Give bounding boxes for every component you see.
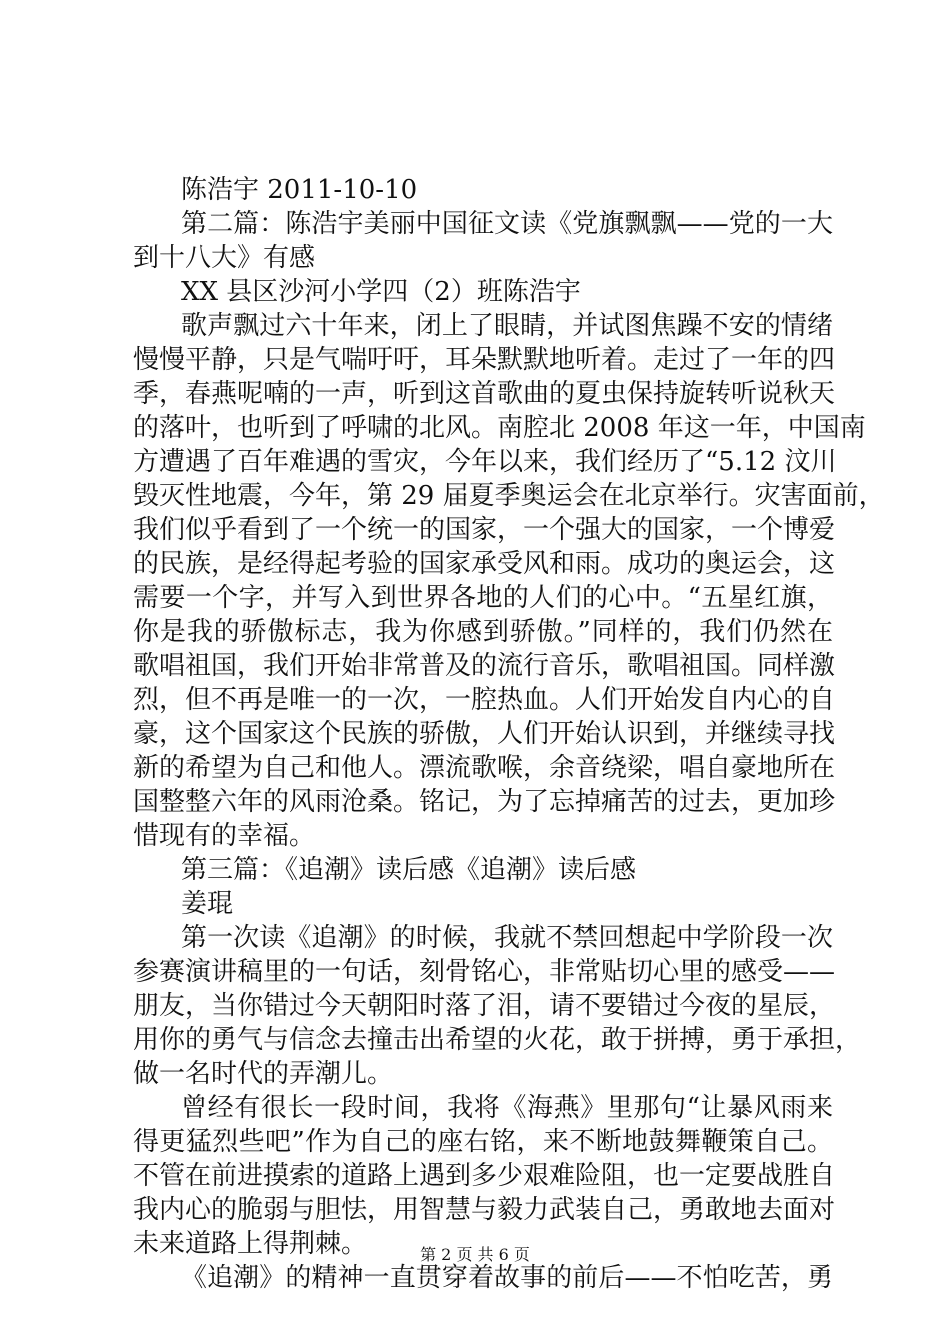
signature-date-line: 陈浩宇 2011-10-10: [181, 175, 418, 205]
paragraph-line: 参赛演讲稿里的一句话，刻骨铭心，非常贴切心里的感受——: [133, 957, 836, 987]
paragraph-line: 国整整六年的风雨沧桑。铭记，为了忘掉痛苦的过去，更加珍: [133, 787, 836, 817]
paragraph-line: 得更猛烈些吧”作为自己的座右铭，来不断地鼓舞鞭策自己。: [133, 1127, 833, 1157]
paragraph-line: 用你的勇气与信念去撞击出希望的火花，敢于拼搏，勇于承担，: [133, 1025, 862, 1055]
paragraph-line: 歌声飘过六十年来，闭上了眼睛，并试图焦躁不安的情绪: [181, 311, 833, 341]
paragraph-line: 惜现有的幸福。: [133, 821, 316, 851]
paragraph-line: 曾经有很长一段时间，我将《海燕》里那句“让暴风雨来: [181, 1093, 833, 1123]
page-footer: 第 2 页 共 6 页: [420, 1245, 530, 1264]
paragraph-line: 我内心的脆弱与胆怯，用智慧与毅力武装自己，勇敢地去面对: [133, 1195, 836, 1225]
paragraph-line: 做一名时代的弄潮儿。: [133, 1059, 394, 1089]
paragraph-line: 季，春燕呢喃的一声，听到这首歌曲的夏虫保持旋转听说秋天: [133, 379, 836, 409]
section-heading-2: 第二篇：陈浩宇美丽中国征文读《党旗飘飘——党的一大: [181, 209, 833, 239]
paragraph-line: 的落叶，也听到了呼啸的北风。南腔北 2008 年这一年，中国南: [133, 413, 866, 443]
paragraph-line: 的民族，是经得起考验的国家承受风和雨。成功的奥运会，这: [133, 549, 836, 579]
paragraph-line: 不管在前进摸索的道路上遇到多少艰难险阻，也一定要战胜自: [133, 1161, 836, 1191]
paragraph-line: 毁灭性地震，今年，第 29 届夏季奥运会在北京举行。灾害面前，: [133, 481, 885, 511]
section-heading-2-cont: 到十八大》有感: [133, 243, 316, 273]
paragraph-line: 歌唱祖国，我们开始非常普及的流行音乐，歌唱祖国。同样激: [133, 651, 836, 681]
paragraph-line: 你是我的骄傲标志，我为你感到骄傲。”同样的，我们仍然在: [133, 617, 833, 647]
paragraph-line: 我们似乎看到了一个统一的国家，一个强大的国家，一个博爱: [133, 515, 836, 545]
paragraph-line: 需要一个字，并写入到世界各地的人们的心中。“五星红旗，: [133, 583, 833, 613]
paragraph-line: 烈，但不再是唯一的一次，一腔热血。人们开始发自内心的自: [133, 685, 836, 715]
author-line: XX 县区沙河小学四（2）班陈浩宇: [181, 277, 581, 307]
paragraph-line: 慢慢平静，只是气喘吁吁，耳朵默默地听着。走过了一年的四: [133, 345, 836, 375]
paragraph-line: 方遭遇了百年难遇的雪灾，今年以来，我们经历了“5.12 汶川: [133, 447, 837, 477]
paragraph-line: 朋友，当你错过今天朝阳时落了泪，请不要错过今夜的星辰，: [133, 991, 836, 1021]
paragraph-line: 《追潮》的精神一直贯穿着故事的前后——不怕吃苦，勇: [181, 1263, 833, 1293]
paragraph-line: 未来道路上得荆棘。: [133, 1229, 368, 1259]
paragraph-line: 新的希望为自己和他人。漂流歌喉，余音绕梁，唱自豪地所在: [133, 753, 836, 783]
section-heading-3: 第三篇：《追潮》读后感《追潮》读后感: [181, 855, 637, 885]
paragraph-line: 第一次读《追潮》的时候，我就不禁回想起中学阶段一次: [181, 923, 833, 953]
paragraph-line: 豪，这个国家这个民族的骄傲，人们开始认识到，并继续寻找: [133, 719, 836, 749]
author-name: 姜琨: [181, 889, 234, 919]
